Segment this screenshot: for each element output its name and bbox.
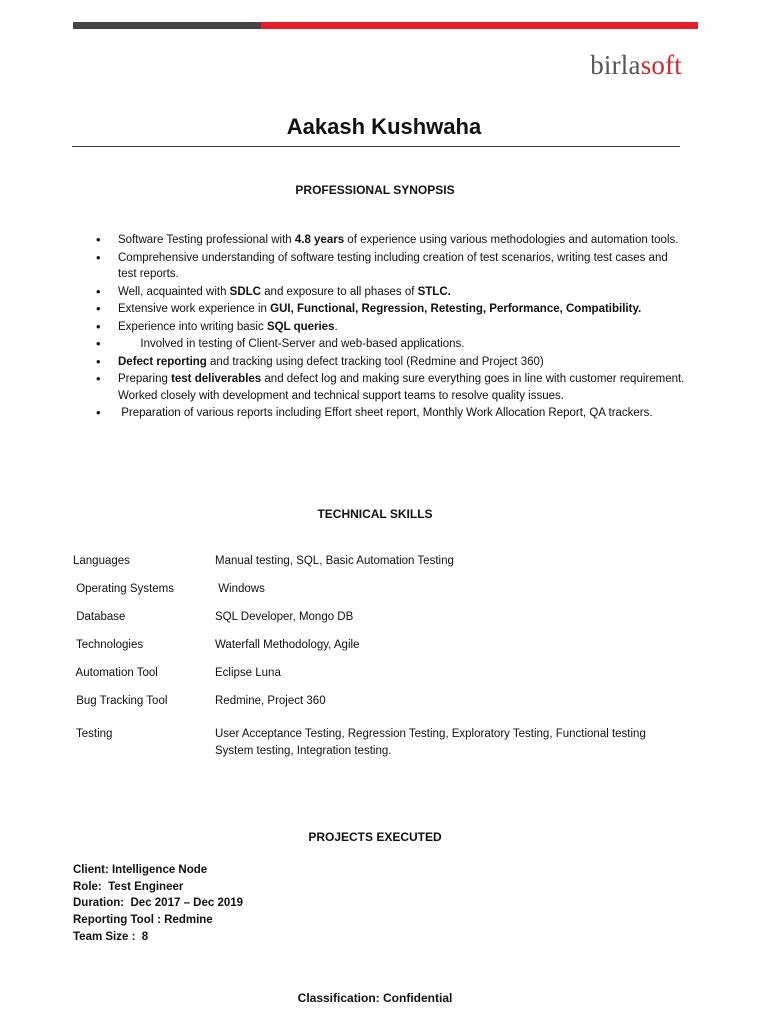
skill-category: Automation Tool xyxy=(73,667,158,679)
skill-value: Waterfall Methodology, Agile xyxy=(215,639,360,651)
synopsis-text: Preparing xyxy=(118,373,172,385)
skill-row xyxy=(73,665,693,693)
skill-category: Technologies xyxy=(73,639,144,651)
synopsis-text: and defect log and making sure everything goes in line with customer requirement. Worked closely with development and technical support teams to resolve quality issues. xyxy=(118,373,688,402)
skill-row xyxy=(73,581,693,609)
skill-value: User Acceptance Testing, Regression Testing, Exploratory Testing, Functional testing System testing, Integration testing. xyxy=(215,728,650,757)
skill-row xyxy=(73,609,693,637)
synopsis-text: Extensive work experience in xyxy=(118,303,271,315)
projects-heading: PROJECTS EXECUTED xyxy=(308,830,442,844)
project-detail-line: Team Size : 8 xyxy=(73,930,149,943)
synopsis-text: Preparation of various reports including Effort sheet report, Monthly Work Allocation Report, QA trackers. xyxy=(118,407,653,419)
skill-row xyxy=(73,726,693,757)
synopsis-bold-text: SDLC xyxy=(229,285,261,298)
synopsis-bold-text: Defect reporting xyxy=(118,355,207,368)
skill-value: Redmine, Project 360 xyxy=(215,695,326,707)
synopsis-list xyxy=(96,232,686,423)
skills-table xyxy=(73,553,693,757)
synopsis-item xyxy=(96,371,686,404)
project-detail-line: Reporting Tool : Redmine xyxy=(73,914,213,927)
synopsis-bold-text: SQL queries xyxy=(266,320,335,333)
synopsis-text: Involved in testing of Client-Server and web-based applications. xyxy=(118,338,465,350)
skill-row xyxy=(73,637,693,665)
synopsis-bold-text: 4.8 years xyxy=(294,234,345,246)
skill-row xyxy=(73,553,693,581)
name-underline xyxy=(72,146,680,147)
synopsis-item xyxy=(96,319,686,336)
skill-value: Eclipse Luna xyxy=(215,667,281,679)
synopsis-text: . xyxy=(334,320,338,333)
skill-category: Testing xyxy=(73,728,113,740)
synopsis-text: of experience using various methodologies and automation tools. xyxy=(344,234,679,246)
synopsis-item xyxy=(96,250,686,283)
project-detail-line: Role: Test Engineer xyxy=(73,880,184,893)
synopsis-bold-text: STLC. xyxy=(417,285,451,298)
logo-text-soft: soft xyxy=(640,50,682,80)
skill-value: Manual testing, SQL, Basic Automation Testing xyxy=(215,555,454,567)
synopsis-text: and exposure to all phases of xyxy=(260,285,418,298)
skill-category: Database xyxy=(73,611,126,623)
birlasoft-logo xyxy=(590,50,682,81)
project-details xyxy=(73,862,243,946)
project-detail-line: Duration: Dec 2017 – Dec 2019 xyxy=(73,897,244,910)
skill-row xyxy=(73,693,693,721)
synopsis-text: and tracking using defect tracking tool (Redmine and Project 360) xyxy=(206,355,544,368)
synopsis-item xyxy=(96,284,686,301)
synopsis-item xyxy=(96,336,686,353)
synopsis-bold-text: GUI, Functional, Regression, Retesting, Performance, Compatibility. xyxy=(270,303,642,315)
header-color-bar xyxy=(73,22,698,29)
synopsis-text: Experience into writing basic xyxy=(118,320,267,333)
header-bar-dark xyxy=(73,22,261,29)
header-bar-red xyxy=(261,22,698,29)
synopsis-item xyxy=(96,354,686,371)
classification-footer: Classification: Confidential xyxy=(297,991,453,1005)
logo-text-birla: birla xyxy=(590,50,641,80)
skill-category: Bug Tracking Tool xyxy=(73,695,168,707)
synopsis-bold-text: test deliverables xyxy=(171,373,262,385)
synopsis-text: Comprehensive understanding of software testing including creation of test scenarios, writing test cases and test reports. xyxy=(118,251,671,280)
synopsis-text: Software Testing professional with xyxy=(118,234,295,246)
project-detail-line: Client: Intelligence Node xyxy=(73,864,208,876)
synopsis-item xyxy=(96,405,686,422)
skill-value: Windows xyxy=(215,583,265,595)
skills-heading: TECHNICAL SKILLS xyxy=(317,507,433,521)
synopsis-text: Well, acquainted with xyxy=(118,285,230,298)
synopsis-item xyxy=(96,232,686,249)
synopsis-heading: PROFESSIONAL SYNOPSIS xyxy=(295,183,455,197)
skill-category: Languages xyxy=(73,555,130,567)
synopsis-item xyxy=(96,301,686,318)
skill-category: Operating Systems xyxy=(73,583,174,595)
candidate-name: Aakash Kushwaha xyxy=(286,114,482,139)
skill-value: SQL Developer, Mongo DB xyxy=(215,611,354,623)
